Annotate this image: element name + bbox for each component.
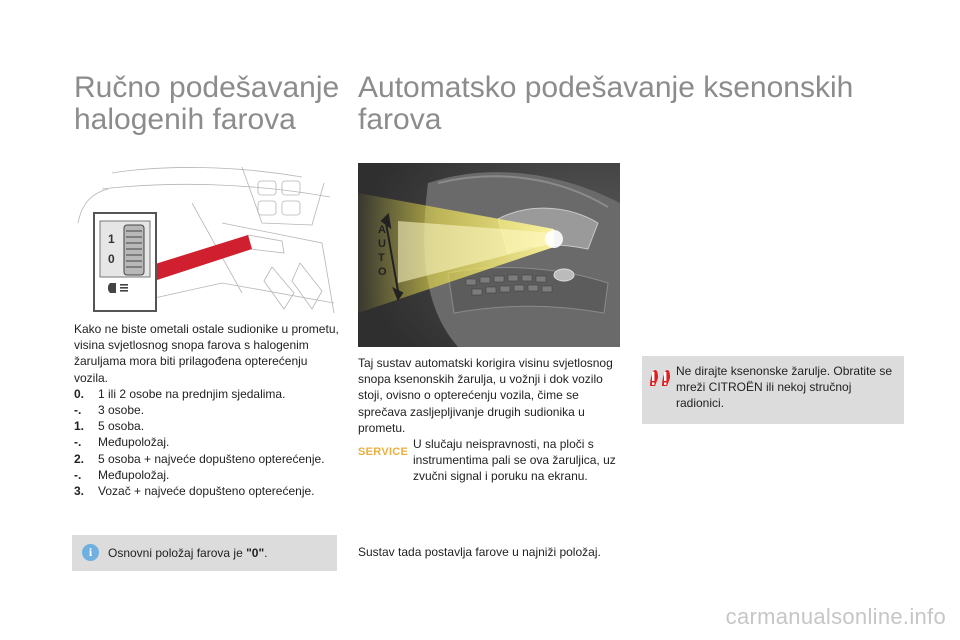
automatic-adjustment-description: Taj sustav automatski korigira visinu svjetlosnog snopa ksenonskih žarulja, u vožnji i dok vozilo stoji, ovisno o opterećenju vozila, čime se sprečava zasljepljivanje drugih sudionika u prometu. bbox=[358, 356, 613, 435]
section-title-automatic-adjustment: Automatsko podešavanje ksenonskih farova bbox=[358, 71, 854, 136]
manual-adjustment-text bbox=[74, 321, 339, 499]
list-item: 2. 5 osoba + najveće dopušteno opterećenje. bbox=[74, 451, 325, 466]
warning-note-box bbox=[642, 356, 904, 424]
info-icon: i bbox=[82, 544, 99, 561]
service-warning-block bbox=[358, 436, 620, 486]
watermark-text: carmanualsonline.info bbox=[725, 604, 946, 629]
section-title-manual-adjustment: Ručno podešavanje halogenih farova bbox=[74, 71, 340, 136]
list-item: -. 3 osobe. bbox=[74, 403, 145, 418]
service-warning-icon: SERVICE bbox=[358, 446, 409, 458]
intro-paragraph: Kako ne biste ometali ostale sudionike u prometu, visina svjetlosnog snopa farova s halogenim žaruljama mora biti prilagođena opterećenju vozila. bbox=[74, 322, 339, 385]
dashboard-headlamp-dial-illustration bbox=[72, 163, 337, 313]
info-note-text: Osnovni položaj farova je "0". bbox=[108, 546, 268, 560]
warning-note-text: Ne dirajte ksenonske žarulje. Obratite se mreži CITROËN ili nekoj stručnoj radionici. bbox=[676, 364, 893, 411]
lowest-position-text: Sustav tada postavlja farove u najniži položaj. bbox=[358, 545, 601, 559]
list-item: -. Međupoložaj. bbox=[74, 435, 170, 450]
list-item: 0. 1 ili 2 osobe na prednjim sjedalima. bbox=[74, 386, 286, 401]
auto-label: AUTO bbox=[378, 224, 387, 278]
service-warning-text: U slučaju neispravnosti, na ploči s instrumentima pali se ova žaruljica, uz zvučni signal i poruku na ekranu. bbox=[413, 437, 616, 484]
list-item: 3. Vozač + najveće dopušteno opterećenje. bbox=[74, 484, 315, 499]
list-item: 1. 5 osoba. bbox=[74, 419, 145, 434]
exclamation-warning-icon bbox=[648, 368, 672, 388]
svg-text:0: 0 bbox=[108, 252, 115, 266]
info-note-box bbox=[72, 535, 337, 571]
info-note-value: "0" bbox=[246, 546, 265, 560]
load-positions-list bbox=[74, 386, 339, 499]
svg-text:1: 1 bbox=[108, 232, 115, 246]
list-item: -. Međupoložaj. bbox=[74, 467, 170, 482]
xenon-headlamp-auto-illustration bbox=[358, 163, 620, 347]
